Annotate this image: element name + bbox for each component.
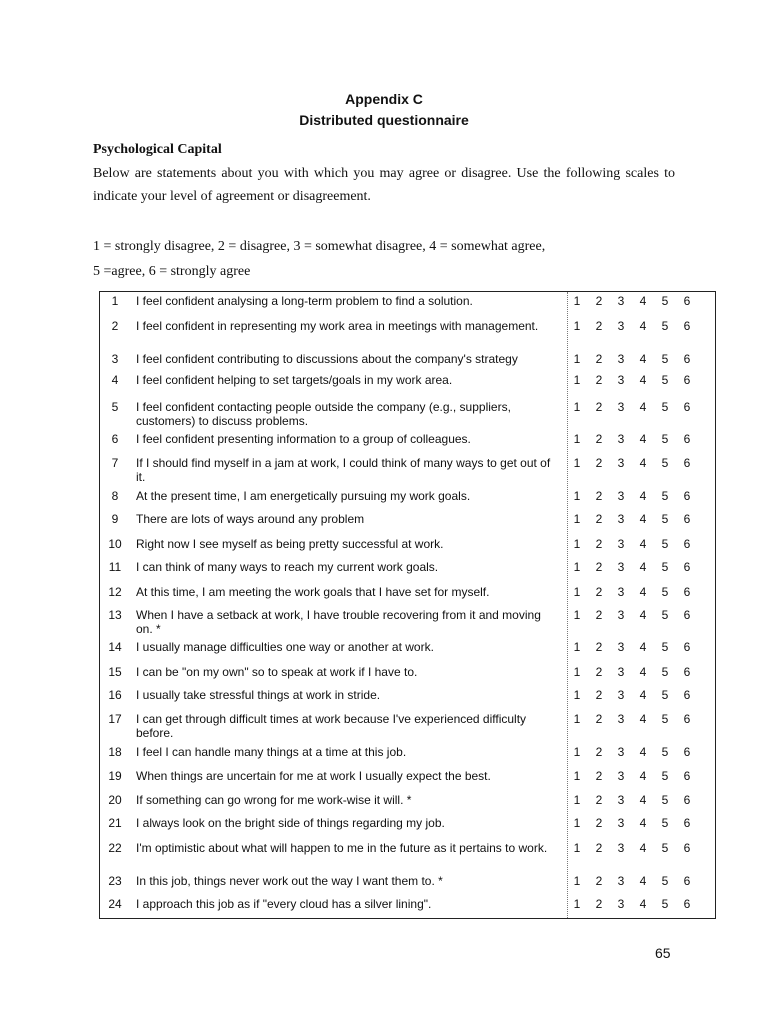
rating-options bbox=[570, 712, 714, 726]
rating-option[interactable]: 1 bbox=[573, 512, 581, 526]
item-number: 12 bbox=[108, 585, 122, 599]
rating-option[interactable]: 5 bbox=[661, 537, 669, 551]
item-number: 10 bbox=[108, 537, 122, 551]
rating-option[interactable]: 3 bbox=[617, 816, 625, 830]
rating-option[interactable]: 5 bbox=[661, 769, 669, 783]
item-statement: When things are uncertain for me at work I usually expect the best. bbox=[136, 769, 491, 783]
item-number: 11 bbox=[108, 560, 122, 574]
rating-option[interactable]: 4 bbox=[639, 816, 647, 830]
rating-option[interactable]: 3 bbox=[617, 352, 625, 366]
item-statement: I can be "on my own" so to speak at work if I have to. bbox=[136, 665, 418, 679]
rating-options bbox=[570, 512, 714, 526]
rating-option[interactable]: 1 bbox=[573, 560, 581, 574]
item-number: 20 bbox=[108, 793, 122, 807]
rating-option[interactable]: 2 bbox=[595, 512, 603, 526]
rating-option[interactable]: 1 bbox=[573, 352, 581, 366]
rating-option[interactable]: 4 bbox=[639, 512, 647, 526]
rating-option[interactable]: 4 bbox=[639, 585, 647, 599]
rating-option[interactable]: 5 bbox=[661, 897, 669, 911]
item-number: 17 bbox=[108, 712, 122, 726]
scale-legend-line-2: 5 =agree, 6 = strongly agree bbox=[93, 264, 251, 279]
rating-option[interactable]: 3 bbox=[617, 537, 625, 551]
rating-option[interactable]: 3 bbox=[617, 608, 625, 622]
rating-option[interactable]: 3 bbox=[617, 712, 625, 726]
rating-option[interactable]: 1 bbox=[573, 665, 581, 679]
rating-options bbox=[570, 665, 714, 679]
item-number: 15 bbox=[108, 665, 122, 679]
item-statement: I always look on the bright side of things regarding my job. bbox=[136, 816, 445, 830]
rating-option[interactable]: 1 bbox=[573, 793, 581, 807]
rating-option[interactable]: 4 bbox=[639, 688, 647, 702]
item-statement: At the present time, I am energetically pursuing my work goals. bbox=[136, 489, 471, 503]
rating-option[interactable]: 1 bbox=[573, 816, 581, 830]
rating-option[interactable]: 2 bbox=[595, 537, 603, 551]
rating-option[interactable]: 6 bbox=[683, 456, 691, 470]
rating-option[interactable]: 5 bbox=[661, 512, 669, 526]
item-statement: In this job, things never work out the way I want them to. * bbox=[136, 874, 443, 888]
rating-option[interactable]: 4 bbox=[639, 373, 647, 387]
rating-option[interactable]: 2 bbox=[595, 816, 603, 830]
rating-option[interactable]: 3 bbox=[617, 512, 625, 526]
item-number: 7 bbox=[111, 456, 119, 470]
rating-option[interactable]: 4 bbox=[639, 745, 647, 759]
rating-option[interactable]: 6 bbox=[683, 793, 691, 807]
item-number: 13 bbox=[108, 608, 122, 622]
rating-option[interactable]: 6 bbox=[683, 874, 691, 888]
rating-option[interactable]: 2 bbox=[595, 688, 603, 702]
rating-option[interactable]: 2 bbox=[595, 608, 603, 622]
rating-option[interactable]: 3 bbox=[617, 560, 625, 574]
item-number: 2 bbox=[111, 319, 119, 333]
item-statement: If I should find myself in a jam at work, I could think of many ways to get out of it. bbox=[136, 456, 551, 484]
rating-option[interactable]: 6 bbox=[683, 294, 691, 308]
item-number: 14 bbox=[108, 640, 122, 654]
rating-option[interactable]: 1 bbox=[573, 897, 581, 911]
rating-option[interactable]: 5 bbox=[661, 560, 669, 574]
item-statement: I usually take stressful things at work in stride. bbox=[136, 688, 381, 702]
item-statement: At this time, I am meeting the work goals that I have set for myself. bbox=[136, 585, 490, 599]
item-statement: I feel confident in representing my work area in meetings with management. bbox=[136, 319, 539, 333]
rating-option[interactable]: 5 bbox=[661, 456, 669, 470]
rating-option[interactable]: 4 bbox=[639, 489, 647, 503]
rating-option[interactable]: 3 bbox=[617, 456, 625, 470]
rating-option[interactable]: 2 bbox=[595, 745, 603, 759]
item-number: 23 bbox=[108, 874, 122, 888]
rating-option[interactable]: 1 bbox=[573, 537, 581, 551]
section-title: Psychological Capital bbox=[93, 142, 222, 157]
rating-options bbox=[570, 816, 714, 830]
item-statement: If something can go wrong for me work-wise it will. * bbox=[136, 793, 412, 807]
rating-option[interactable]: 6 bbox=[683, 608, 691, 622]
rating-option[interactable]: 1 bbox=[573, 400, 581, 414]
page-number: 65 bbox=[655, 945, 671, 961]
rating-option[interactable]: 3 bbox=[617, 373, 625, 387]
rating-option[interactable]: 2 bbox=[595, 489, 603, 503]
rating-option[interactable]: 6 bbox=[683, 560, 691, 574]
rating-options bbox=[570, 537, 714, 551]
rating-options bbox=[570, 456, 714, 470]
item-number: 4 bbox=[111, 373, 119, 387]
rating-option[interactable]: 5 bbox=[661, 874, 669, 888]
rating-option[interactable]: 1 bbox=[573, 769, 581, 783]
rating-option[interactable]: 6 bbox=[683, 512, 691, 526]
rating-option[interactable]: 4 bbox=[639, 294, 647, 308]
rating-option[interactable]: 4 bbox=[639, 897, 647, 911]
rating-option[interactable]: 6 bbox=[683, 319, 691, 333]
rating-option[interactable]: 1 bbox=[573, 585, 581, 599]
rating-option[interactable]: 5 bbox=[661, 400, 669, 414]
rating-option[interactable]: 6 bbox=[683, 816, 691, 830]
item-statement: I feel confident presenting information to a group of colleagues. bbox=[136, 432, 471, 446]
item-statement: There are lots of ways around any problem bbox=[136, 512, 365, 526]
rating-option[interactable]: 5 bbox=[661, 489, 669, 503]
item-number: 8 bbox=[111, 489, 119, 503]
rating-option[interactable]: 6 bbox=[683, 665, 691, 679]
rating-option[interactable]: 4 bbox=[639, 712, 647, 726]
rating-option[interactable]: 5 bbox=[661, 665, 669, 679]
rating-option[interactable]: 5 bbox=[661, 319, 669, 333]
rating-options bbox=[570, 793, 714, 807]
rating-option[interactable]: 1 bbox=[573, 712, 581, 726]
rating-option[interactable]: 5 bbox=[661, 712, 669, 726]
rating-option[interactable]: 4 bbox=[639, 352, 647, 366]
rating-option[interactable]: 3 bbox=[617, 897, 625, 911]
column-divider bbox=[567, 292, 569, 918]
rating-option[interactable]: 1 bbox=[573, 456, 581, 470]
rating-option[interactable]: 3 bbox=[617, 489, 625, 503]
rating-option[interactable]: 6 bbox=[683, 688, 691, 702]
rating-option[interactable]: 6 bbox=[683, 352, 691, 366]
rating-option[interactable]: 4 bbox=[639, 319, 647, 333]
rating-option[interactable]: 1 bbox=[573, 489, 581, 503]
section-intro: Below are statements about you with which you may agree or disagree. Use the following scales to indicate your level of agreement or disagreement. bbox=[93, 166, 675, 204]
item-number: 6 bbox=[111, 432, 119, 446]
rating-option[interactable]: 2 bbox=[595, 352, 603, 366]
rating-options bbox=[570, 585, 714, 599]
rating-option[interactable]: 4 bbox=[639, 841, 647, 855]
rating-option[interactable]: 6 bbox=[683, 897, 691, 911]
rating-option[interactable]: 3 bbox=[617, 400, 625, 414]
item-statement: I feel confident helping to set targets/goals in my work area. bbox=[136, 373, 453, 387]
rating-options bbox=[570, 294, 714, 308]
rating-option[interactable]: 3 bbox=[617, 793, 625, 807]
rating-option[interactable]: 2 bbox=[595, 640, 603, 654]
rating-option[interactable]: 2 bbox=[595, 874, 603, 888]
rating-option[interactable]: 5 bbox=[661, 688, 669, 702]
item-number: 21 bbox=[108, 816, 122, 830]
rating-option[interactable]: 6 bbox=[683, 712, 691, 726]
rating-option[interactable]: 2 bbox=[595, 841, 603, 855]
rating-option[interactable]: 2 bbox=[595, 769, 603, 783]
rating-option[interactable]: 6 bbox=[683, 769, 691, 783]
rating-option[interactable]: 4 bbox=[639, 560, 647, 574]
item-statement: I can think of many ways to reach my current work goals. bbox=[136, 560, 439, 574]
rating-option[interactable]: 1 bbox=[573, 373, 581, 387]
rating-option[interactable]: 1 bbox=[573, 608, 581, 622]
item-number: 9 bbox=[111, 512, 119, 526]
rating-option[interactable]: 3 bbox=[617, 640, 625, 654]
rating-option[interactable]: 4 bbox=[639, 432, 647, 446]
rating-option[interactable]: 6 bbox=[683, 745, 691, 759]
rating-options bbox=[570, 352, 714, 366]
rating-option[interactable]: 2 bbox=[595, 400, 603, 414]
rating-option[interactable]: 1 bbox=[573, 294, 581, 308]
rating-option[interactable]: 4 bbox=[639, 874, 647, 888]
rating-option[interactable]: 3 bbox=[617, 319, 625, 333]
rating-options bbox=[570, 373, 714, 387]
rating-option[interactable]: 2 bbox=[595, 373, 603, 387]
rating-options bbox=[570, 400, 714, 414]
rating-option[interactable]: 6 bbox=[683, 432, 691, 446]
rating-option[interactable]: 5 bbox=[661, 841, 669, 855]
item-number: 16 bbox=[108, 688, 122, 702]
rating-option[interactable]: 2 bbox=[595, 712, 603, 726]
rating-option[interactable]: 2 bbox=[595, 432, 603, 446]
rating-option[interactable]: 3 bbox=[617, 769, 625, 783]
item-number: 24 bbox=[108, 897, 122, 911]
appendix-title: Appendix C bbox=[345, 91, 423, 107]
rating-option[interactable]: 3 bbox=[617, 745, 625, 759]
rating-option[interactable]: 2 bbox=[595, 294, 603, 308]
item-number: 1 bbox=[111, 294, 119, 308]
item-statement: I feel confident contributing to discussions about the company's strategy bbox=[136, 352, 518, 366]
rating-option[interactable]: 3 bbox=[617, 841, 625, 855]
rating-option[interactable]: 1 bbox=[573, 841, 581, 855]
rating-option[interactable]: 4 bbox=[639, 456, 647, 470]
item-number: 22 bbox=[108, 841, 122, 855]
rating-options bbox=[570, 432, 714, 446]
rating-option[interactable]: 2 bbox=[595, 793, 603, 807]
rating-options bbox=[570, 560, 714, 574]
rating-option[interactable]: 5 bbox=[661, 373, 669, 387]
rating-options bbox=[570, 489, 714, 503]
scale-legend-line-1: 1 = strongly disagree, 2 = disagree, 3 = somewhat disagree, 4 = somewhat agree, bbox=[93, 239, 546, 254]
rating-option[interactable]: 1 bbox=[573, 640, 581, 654]
questionnaire-table bbox=[99, 291, 716, 919]
rating-option[interactable]: 2 bbox=[595, 897, 603, 911]
item-number: 19 bbox=[108, 769, 122, 783]
rating-option[interactable]: 5 bbox=[661, 432, 669, 446]
rating-options bbox=[570, 745, 714, 759]
rating-option[interactable]: 1 bbox=[573, 745, 581, 759]
rating-option[interactable]: 6 bbox=[683, 537, 691, 551]
rating-option[interactable]: 5 bbox=[661, 640, 669, 654]
rating-option[interactable]: 5 bbox=[661, 793, 669, 807]
item-number: 3 bbox=[111, 352, 119, 366]
rating-option[interactable]: 3 bbox=[617, 688, 625, 702]
item-number: 18 bbox=[108, 745, 122, 759]
rating-options bbox=[570, 897, 714, 911]
rating-option[interactable]: 3 bbox=[617, 665, 625, 679]
rating-options bbox=[570, 640, 714, 654]
rating-option[interactable]: 4 bbox=[639, 769, 647, 783]
rating-option[interactable]: 4 bbox=[639, 665, 647, 679]
rating-option[interactable]: 4 bbox=[639, 793, 647, 807]
item-statement: I feel I can handle many things at a time at this job. bbox=[136, 745, 407, 759]
rating-option[interactable]: 1 bbox=[573, 874, 581, 888]
rating-option[interactable]: 5 bbox=[661, 745, 669, 759]
rating-option[interactable]: 5 bbox=[661, 294, 669, 308]
rating-option[interactable]: 3 bbox=[617, 294, 625, 308]
item-number: 5 bbox=[111, 400, 119, 414]
rating-option[interactable]: 3 bbox=[617, 432, 625, 446]
rating-option[interactable]: 5 bbox=[661, 816, 669, 830]
rating-option[interactable]: 4 bbox=[639, 608, 647, 622]
rating-option[interactable]: 2 bbox=[595, 560, 603, 574]
rating-options bbox=[570, 841, 714, 855]
rating-options bbox=[570, 769, 714, 783]
rating-option[interactable]: 6 bbox=[683, 841, 691, 855]
appendix-subtitle: Distributed questionnaire bbox=[299, 112, 469, 128]
rating-option[interactable]: 6 bbox=[683, 489, 691, 503]
rating-option[interactable]: 5 bbox=[661, 585, 669, 599]
item-statement: I'm optimistic about what will happen to me in the future as it pertains to work. bbox=[136, 841, 548, 855]
rating-option[interactable]: 4 bbox=[639, 400, 647, 414]
rating-option[interactable]: 6 bbox=[683, 640, 691, 654]
item-statement: I approach this job as if "every cloud has a silver lining". bbox=[136, 897, 432, 911]
rating-option[interactable]: 3 bbox=[617, 585, 625, 599]
item-statement: I feel confident contacting people outside the company (e.g., suppliers, customers) to discuss problems. bbox=[136, 400, 511, 428]
rating-options bbox=[570, 608, 714, 622]
item-statement: I feel confident analysing a long-term problem to find a solution. bbox=[136, 294, 473, 308]
rating-option[interactable]: 2 bbox=[595, 319, 603, 333]
rating-options bbox=[570, 874, 714, 888]
item-statement: I usually manage difficulties one way or another at work. bbox=[136, 640, 434, 654]
rating-options bbox=[570, 319, 714, 333]
rating-option[interactable]: 6 bbox=[683, 400, 691, 414]
rating-option[interactable]: 5 bbox=[661, 608, 669, 622]
rating-option[interactable]: 4 bbox=[639, 537, 647, 551]
rating-option[interactable]: 6 bbox=[683, 373, 691, 387]
rating-option[interactable]: 1 bbox=[573, 319, 581, 333]
item-statement: Right now I see myself as being pretty successful at work. bbox=[136, 537, 444, 551]
rating-options bbox=[570, 688, 714, 702]
rating-option[interactable]: 2 bbox=[595, 456, 603, 470]
rating-option[interactable]: 5 bbox=[661, 352, 669, 366]
rating-option[interactable]: 2 bbox=[595, 665, 603, 679]
item-statement: I can get through difficult times at work because I've experienced difficulty before. bbox=[136, 712, 527, 740]
item-statement: When I have a setback at work, I have trouble recovering from it and moving on. * bbox=[136, 608, 541, 636]
rating-option[interactable]: 1 bbox=[573, 688, 581, 702]
rating-option[interactable]: 1 bbox=[573, 432, 581, 446]
rating-option[interactable]: 4 bbox=[639, 640, 647, 654]
rating-option[interactable]: 2 bbox=[595, 585, 603, 599]
rating-option[interactable]: 3 bbox=[617, 874, 625, 888]
rating-option[interactable]: 6 bbox=[683, 585, 691, 599]
